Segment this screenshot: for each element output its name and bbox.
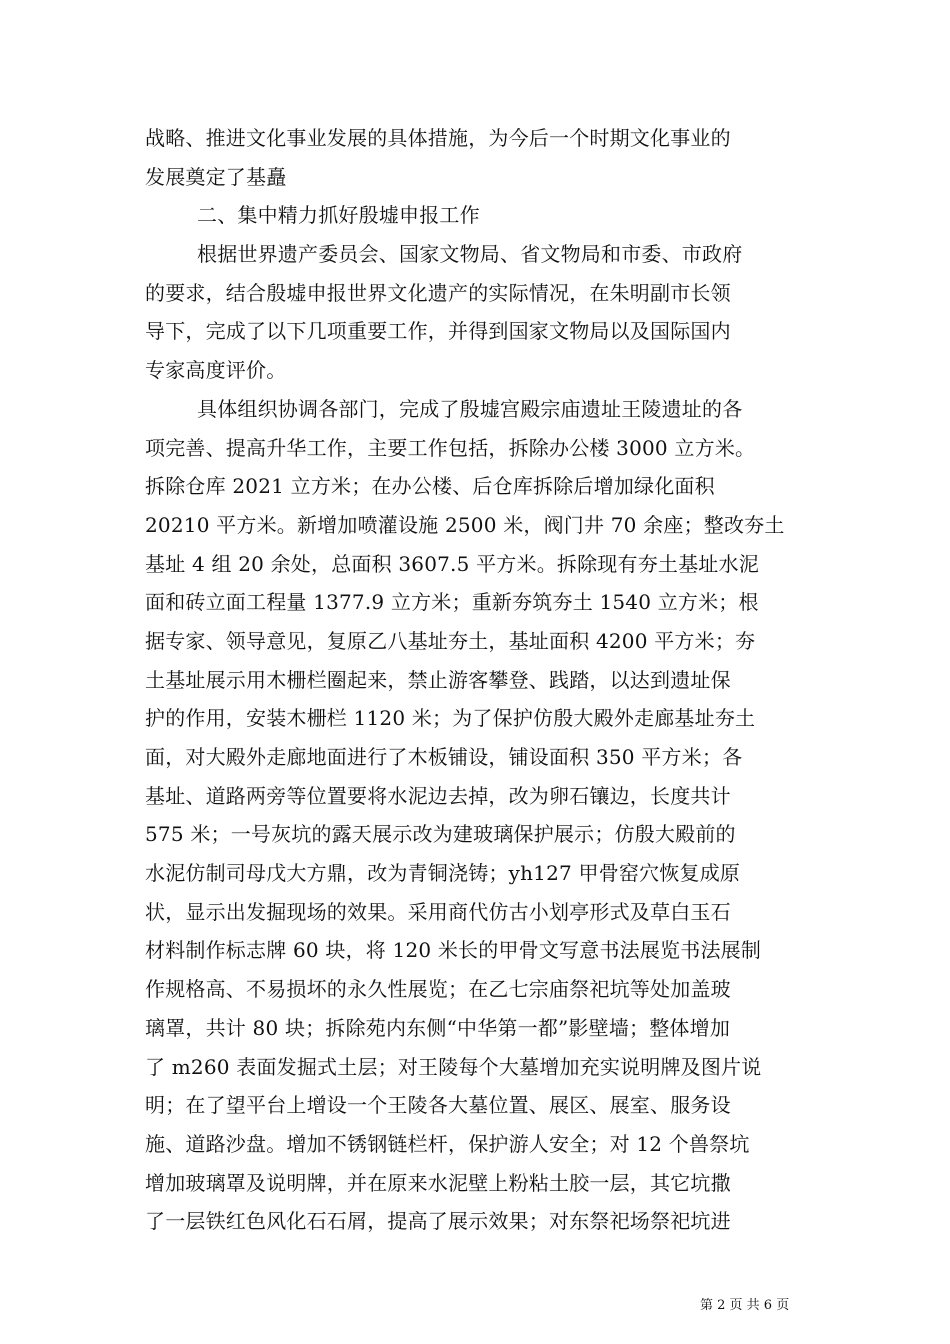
- text-line: 作规格高、不易损坏的永久性展览；在乙七宗庙祭祀坑等处加盖玻: [145, 977, 731, 1002]
- text-line: 战略、推进文化事业发展的具体措施，为今后一个时期文化事业的: [145, 126, 731, 150]
- section-heading: 二、集中精力抓好殷墟申报工作: [197, 203, 480, 228]
- paragraph-start: 具体组织协调各部门，完成了殷墟宫殿宗庙遗址王陵遗址的各: [197, 396, 743, 421]
- text-line: 施、道路沙盘。增加不锈钢链栏杆，保护游人安全；对 12 个兽祭坑: [145, 1131, 750, 1156]
- text-line: 发展奠定了基矗: [145, 164, 287, 189]
- text-line: 材料制作标志牌 60 块，将 120 米长的甲骨文写意书法展览书法展制: [145, 938, 762, 963]
- text-line: 20210 平方米。新增加喷灌设施 2500 米，阀门井 70 余座；整改夯土: [145, 512, 785, 537]
- text-line: 据专家、领导意见，复原乙八基址夯土，基址面积 4200 平方米；夯: [145, 628, 756, 653]
- text-line: 水泥仿制司母戊大方鼎，改为青铜浇铸；yh127 甲骨窑穴恢复成原: [145, 861, 741, 886]
- text-line: 专家高度评价。: [145, 358, 287, 383]
- page-number-footer: 第 2 页 共 6 页: [700, 1298, 790, 1313]
- text-line: 基址、道路两旁等位置要将水泥边去掉，改为卵石镶边，长度共计: [145, 783, 731, 808]
- document-body: [145, 119, 809, 1241]
- text-line: 项完善、提高升华工作，主要工作包括，拆除办公楼 3000 立方米。: [145, 435, 756, 460]
- text-line: 护的作用，安装木栅栏 1120 米；为了保护仿殷大殿外走廊基址夯土: [145, 706, 756, 731]
- paragraph-start: 根据世界遗产委员会、国家文物局、省文物局和市委、市政府: [197, 242, 743, 267]
- text-line: 了一层铁红色风化石石屑，提高了展示效果；对东祭祀场祭祀坑进: [145, 1209, 731, 1234]
- text-line: 的要求，结合殷墟申报世界文化遗产的实际情况，在朱明副市长领: [145, 280, 731, 305]
- text-line: 增加玻璃罩及说明牌，并在原来水泥壁上粉粘土胶一层，其它坑撒: [145, 1170, 731, 1195]
- text-line: 575 米；一号灰坑的露天展示改为建玻璃保护展示；仿殷大殿前的: [145, 822, 736, 847]
- text-line: 明；在了望平台上增设一个王陵各大墓位置、展区、展室、服务设: [145, 1093, 731, 1118]
- text-line: 拆除仓库 2021 立方米；在办公楼、后仓库拆除后增加绿化面积: [145, 474, 715, 499]
- text-line: 璃罩，共计 80 块；拆除苑内东侧“中华第一都”影壁墙；整体增加: [145, 1015, 731, 1040]
- text-line: 土基址展示用木栅栏圈起来，禁止游客攀登、践踏，以达到遗址保: [145, 667, 731, 692]
- text-line: 基址 4 组 20 余处，总面积 3607.5 平方米。拆除现有夯土基址水泥: [145, 551, 759, 576]
- text-line: 面，对大殿外走廊地面进行了木板铺设，铺设面积 350 平方米；各: [145, 745, 743, 769]
- text-line: 状，显示出发掘现场的效果。采用商代仿古小划亭形式及草白玉石: [145, 899, 731, 924]
- text-line: 面和砖立面工程量 1377.9 立方米；重新夯筑夯土 1540 立方米；根: [145, 590, 759, 615]
- text-line: 导下，完成了以下几项重要工作，并得到国家文物局以及国际国内: [145, 319, 731, 344]
- text-line: 了 m260 表面发掘式土层；对王陵每个大墓增加充实说明牌及图片说: [145, 1054, 762, 1079]
